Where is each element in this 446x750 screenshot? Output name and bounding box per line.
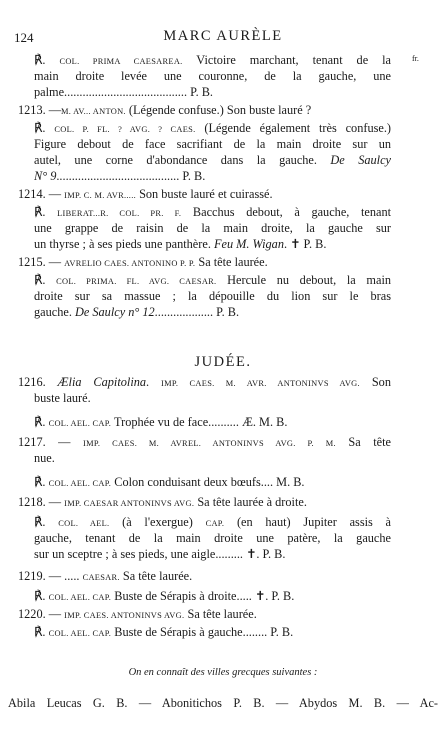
coin-legend: M. AV... ANTON. xyxy=(61,107,126,116)
text-line-l15 xyxy=(34,288,391,304)
text-run: Trophée vu de face.......... Æ. M. B. xyxy=(111,415,288,429)
text-run: 1217. — xyxy=(18,435,83,449)
coin-legend: IMP. CAES. M. AVREL. ANTONINVS AVG. P. M. xyxy=(83,439,336,448)
coin-legend: IMP. CAES. ANTONINVS AVG. xyxy=(64,611,185,620)
text-run: (Légende confuse.) Son buste lauré ? xyxy=(125,103,312,117)
text-run: Buste de Sérapis à gauche........ P. B. xyxy=(111,625,294,639)
coin-legend: COL. P. FL. ? AVG. ? CAES. xyxy=(54,125,196,134)
coin-legend: COL. AEL. CAP. xyxy=(48,629,112,638)
text-run: Hercule nu debout, la main xyxy=(216,273,391,287)
text-line-l30 xyxy=(34,624,391,642)
text-line-l08 xyxy=(34,168,391,184)
coin-legend: COL. AEL. xyxy=(58,519,110,528)
text-run: ℟. xyxy=(34,205,58,219)
footer-line: Abila Leucas G. B. — Abonitichos P. B. — Abydos M. B. — Ac- xyxy=(8,696,438,710)
coin-legend: LIBERAT...R. COL. PR. F. xyxy=(57,209,182,218)
text-run: palme........................................ P. B. xyxy=(34,85,213,99)
text-line-l07 xyxy=(34,152,391,168)
text-run: ........................................ P. B. xyxy=(56,169,206,183)
coin-legend: CAESAR. xyxy=(82,573,120,582)
italic-text: De Saulcy n° 12 xyxy=(74,305,155,319)
text-run: Bacchus debout, à gauche, tenant xyxy=(181,205,391,219)
italic-text: De Saulcy xyxy=(330,153,391,167)
text-line-l19 xyxy=(34,414,391,432)
coin-legend: IMP. CAESAR ANTONINVS AVG. xyxy=(64,499,195,508)
text-line-l16 xyxy=(34,304,391,320)
text-run: 1214. — xyxy=(18,187,65,201)
text-run: Son buste lauré et cuirassé. xyxy=(136,187,273,201)
text-line-l13 xyxy=(18,254,391,272)
text-line-l23 xyxy=(18,494,391,512)
text-run: . ✝ P. B. xyxy=(283,237,327,251)
text-run: autel, une corne d'abondance dans la gauche. xyxy=(34,153,331,167)
section-note: On en connaît des villes grecques suivantes : xyxy=(128,667,318,678)
text-run: ℟. xyxy=(34,515,59,529)
text-run: Sa tête laurée. xyxy=(195,255,268,269)
text-run: Buste de Sérapis à droite..... ✝. P. B. xyxy=(111,589,295,603)
text-line-l25 xyxy=(34,530,391,546)
text-run: un thyrse ; à ses pieds une panthère. xyxy=(34,237,214,251)
text-run: 1215. — xyxy=(18,255,65,269)
coin-legend: COL. PRIMA CAESAREA. xyxy=(59,57,183,66)
italic-text: N° 9 xyxy=(34,169,57,183)
italic-text: Ælia Capitolina xyxy=(57,375,147,389)
text-run: Sa tête laurée. xyxy=(119,569,193,583)
text-run: ................... P. B. xyxy=(154,305,240,319)
coin-legend: CAP. xyxy=(205,519,225,528)
coin-legend: IMP. C. M. AVR..... xyxy=(64,191,136,200)
text-line-l27 xyxy=(18,568,391,586)
text-run: ℟. xyxy=(34,121,55,135)
text-run: Sa tête laurée à droite. xyxy=(194,495,307,509)
text-line-l09 xyxy=(18,186,391,204)
page-number: 124 xyxy=(14,30,34,45)
running-title: MARC AURÈLE xyxy=(163,28,283,44)
text-run: 1220. — xyxy=(18,607,65,621)
text-line-l28 xyxy=(34,588,391,606)
text-run: 1216. xyxy=(18,375,58,389)
text-run: (Légende également très confuse.) xyxy=(195,121,391,135)
text-run: Figure debout de face sacrifiant de la main droite sur un xyxy=(34,137,391,151)
coin-legend: COL. AEL. CAP. xyxy=(48,479,112,488)
coin-legend: IMP. CAES. M. AVR. ANTONINVS AVG. xyxy=(161,379,360,388)
text-line-l18 xyxy=(34,390,391,406)
text-run: ℟. xyxy=(34,625,49,639)
text-run: gauche, tenant de la main droite une patère, la gauche xyxy=(34,531,391,545)
coin-legend: COL. AEL. CAP. xyxy=(48,419,112,428)
text-line-l06 xyxy=(34,136,391,152)
text-line-l12 xyxy=(34,236,391,252)
coin-legend: AVRELIO CAES. ANTONINO P. P. xyxy=(64,259,196,268)
text-run: une grappe de raisin de la main droite, la gauche sur xyxy=(34,221,391,235)
coin-legend: COL. PRIMA. FL. AVG. CAESAR. xyxy=(56,277,217,286)
text-run: 1218. — xyxy=(18,495,65,509)
text-line-l29 xyxy=(18,606,391,624)
text-line-l04 xyxy=(18,102,391,120)
text-run: (à l'exergue) xyxy=(109,515,206,529)
text-run: 1213. — xyxy=(18,103,62,117)
text-run: Victoire marchant, tenant de la xyxy=(182,53,391,67)
text-line-l22 xyxy=(34,474,391,492)
text-run: buste lauré. xyxy=(34,391,91,405)
text-run: Sa tête laurée. xyxy=(184,607,257,621)
text-run: Colon conduisant deux bœufs.... M. B. xyxy=(111,475,305,489)
text-line-l21 xyxy=(34,450,391,466)
text-run: ℟. xyxy=(34,475,49,489)
text-run: ℟. xyxy=(34,273,57,287)
text-run: ℟. xyxy=(34,415,49,429)
text-run: gauche. xyxy=(34,305,75,319)
text-run: ℟. xyxy=(34,53,60,67)
text-run: nue. xyxy=(34,451,55,465)
text-run: Sa tête xyxy=(335,435,391,449)
text-run: ℟. xyxy=(34,589,49,603)
coin-legend: COL. AEL. CAP. xyxy=(48,593,112,602)
section-title: JUDÉE. xyxy=(194,354,252,370)
text-run: . xyxy=(146,375,162,389)
text-run: 1219. — ..... xyxy=(18,569,83,583)
margin-note: fr. xyxy=(412,54,419,63)
text-line-l03 xyxy=(34,84,391,100)
text-line-l26 xyxy=(34,546,391,562)
italic-text: Feu M. Wigan xyxy=(213,237,284,251)
text-line-l11 xyxy=(34,220,391,236)
text-run: Son xyxy=(359,375,391,389)
text-line-l02 xyxy=(34,68,391,84)
text-run: main droite levée une couronne, de la gauche, une xyxy=(34,69,391,83)
text-run: droite sur sa massue ; la dépouille du lion sur le bras xyxy=(34,289,391,303)
text-run: (en haut) Jupiter assis à xyxy=(224,515,391,529)
text-run: sur un sceptre ; à ses pieds, une aigle......... ✝. P. B. xyxy=(34,547,286,561)
